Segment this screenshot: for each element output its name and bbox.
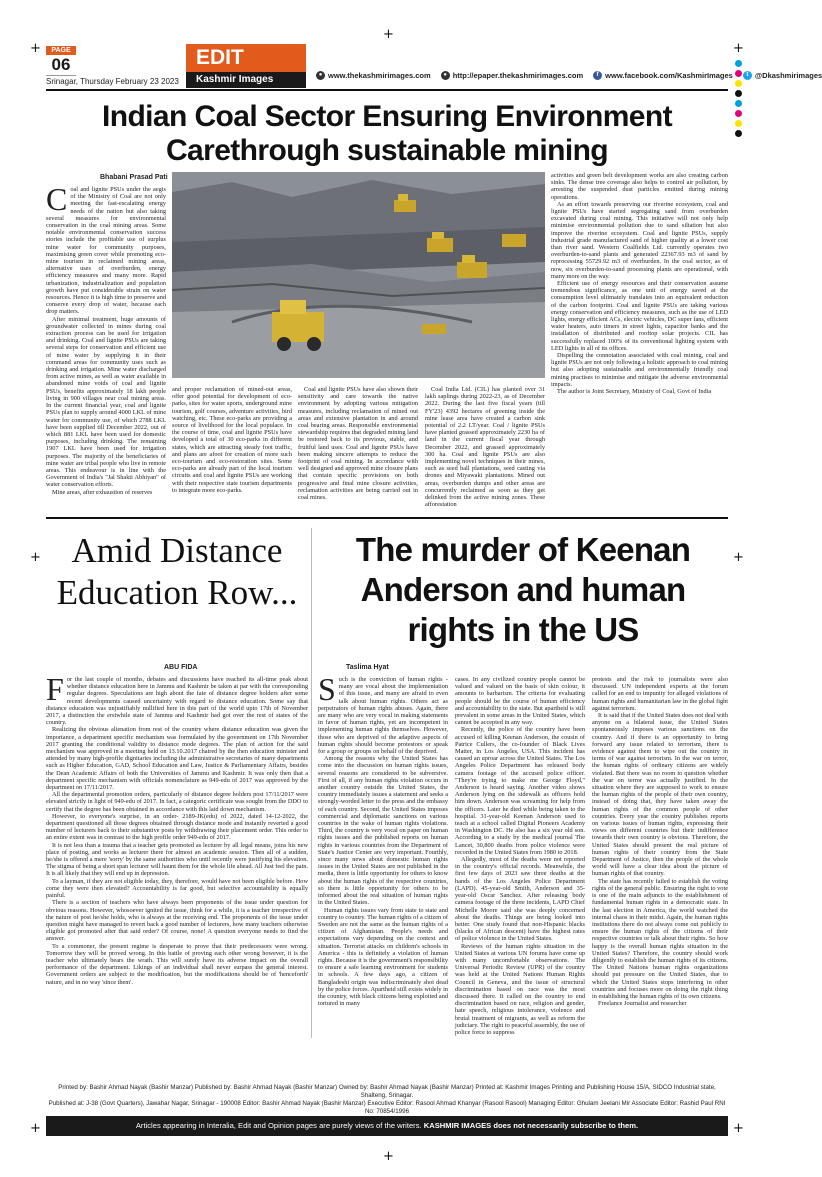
page-number: 06 [46,55,76,76]
globe-icon: ● [441,71,450,80]
twitter-icon: t [743,71,752,80]
page-label: PAGE [46,46,76,55]
facebook-icon: f [593,71,602,80]
section-title: EDIT [186,44,306,72]
coal-column-5: activities and green belt development works are also creating carbon sinks. The dense tree coverage also helps to control air pollution, by arresting the suspended dust particles emitted during mining operations. As an effort towards preserving our riverine ecosystem, coal and lignite PSUs have started segregating sand from overburden excavated during coal mining. This initiative will not only help minimise environmental pollution due to sand siltation but also improve the riverine ecosystem. Coal and lignite PSUs, supply industrial grade manufactured sand of higher quality at a lower cost than river sand. Western Coalfields Ltd. currently operates two overburden-to-sand plants and generated 22367.93 m3 of sand by reprocessing 55729.92 m3 of overburden. In the coal sector, as of now, six overburden-to-sand processing plants are operational, with many more on the way. Efficient use of energy resources and their conservation assume tremendous significance, as one unit of energy saved at the consumption level ultimately translates into an equivalent reduction of the carbon footprint. Coal and lignite PSUs are taking various energy conservation and efficiency measures, such as the use of LED lights, energy efficient ACs, electric vehicles, DC super fans, efficient water heaters, auto timers in street lights, capacitor banks and the installation of distributed and rooftop solar projects. CIL has successfully replaced 100% of its conventional lighting system with LED lights in all of its offices. Dispelling the connotation associated with coal mining, coal and lignite PSUs are not only following a holistic approach to coal mining but also adopting sustainable and environmentally friendly coal mining practises to minimise and mitigate the adverse environmental impacts. The author is Joint Secretary, Ministry of Coal, Govt of India [551,172,728,396]
registration-mark: + [733,41,744,56]
publication-name: Kashmir Images [186,72,306,88]
disclaimer-emphasis: KASHMIR IMAGES does not necessarily subscribe to them. [423,1121,639,1130]
coal-column-4: Coal India Ltd. (CIL) has planted over 31 lakh saplings during 2022-23, as of December 2022. During the last five fiscal years (till FY'23) 4392 hectares of greening inside the mine lease area have created a carbon sink potential of 2.2 LT/year. Coal / lignite PSUs have planted grassed approximately 2230 ha of land in the current fiscal year through December 2022, and grassed approximately 300 ha. Coal and lignite PSUs are also implementing novel techniques in their mines, such as seed ball plantations, seed casting via drones and Miyawaki plantations. Mined out areas, overburden dumps and other areas are concurrently reclaimed as soon as they get delinked from the active mining zones. These afforestation [425,386,545,509]
registration-mark: + [30,41,41,56]
color-calibration-strip [735,60,743,137]
distance-education-body: For the last couple of months, debates and discussions have reached its all-time peak about whether distance education here in Jammu and Kashmir be taken at par with the corresponding regular degrees. Speculations are high about the fate of distance degree holders after some recent developments caused uncertainty with regard to distance education. Some say that distance education was unjustifiably nullified here in this part of the world upto 17th of November 2017, a distinction the erstwhile state of Jammu and Kashmir had got over the rest of states of the country. Realizing the obvious alienation from rest of the country where distance education was given the importance, a department specific mechanism was formulated by the government on 17th November 2017 granting the conditional validity to distance mode degrees. The plan of action for the said mechanism was approved in a meeting held on 13.10.2017 chaired by the then education minister and attended by many high-profile dignitaries including the administrative secretaries of many departments such as Higher Education, GAD, School Education and Law, Justice & Parliamentary Affairs, besides the Dean Academic Affairs of both the Universities of Jammu and Kashmir. It was only then that a department specific mechanism with officials nomenclature as 949-edu of 2017 was approved by the department on 17/11/2017. All the departmental promotion orders, particularly of distance degree holders post 17/11/2017 were elevated strictly in light of 949-edu of 2017. In fact, a categoric certificate was sought from the DDO to certify that the degree has been obtained in accordance with this laid down mechanism. However, to everyone's surprise, in an order- 2189-JK(edu) of 2022, dated 14-12-2022, the department questioned all those degrees obtained through distance mode and instantly reverted a good number of lecturers back to their substantive posts by withdrawing their placement order. This order to an entire extent was in contrast to the high profile order 949-edu of 2017. It is not less than a trauma that a teacher gets promoted as lecturer by all legal means, joins his new place of posting, and works as lecturer there for almost an academic session. Then all of a sudden, he/she is offered a mere 'sorry' by the same authorities who until recently were justifying his elevation. The stigma of being a short span lecturer will haunt them for the whole life ahead. All Just feel the pain. It is all likely that they will end up in depression. To a layman, if they are not eligible today, they, therefore, would have not been eligible before. How come they were then elevated? Accountability is far good, but selective accountability is equally painful. There is a section of teachers who have always been proponents of the issue under question for obvious reasons. However, whosoever ignited the issue, think for a while, it is a teacher irrespective of the nature of post he/she holds, who is always at the receiving end. The proponents of the issue under question might have managed to revert back a good number of lecturers, how many teachers otherwise eligible got promoted after that said order? Of course, none! A question everyone needs to find the answer. To a commoner, the present regime is desperate to prove that their predecessors were wrong. Tomorrow they will be proved wrong. In this battle of proving each other wrong however, it is the teacher who ultimately bears the wrath. This will surely have its adverse impact on the overall performance of the department. Likings of an individual shall never surpass the general interest. Government orders are subject to the modification, but the modifications should be of 'henceforth' nature, and in no way 'since them'. [46,671,308,986]
anderson-column-1: Such is the conviction of human rights - many are vocal about the implementation of this issue, and many are afraid to even talk about human rights. Others act as perpetrators of human rights abuses. Again, there are many who are very vocal in making statements in favor of human rights, yet are incompetent in implementing human rights themselves. However, those who are deprived of the adaptive aspects of human rights should become protestors or speak for a group or groups on behalf of the deprived. Among the reasons why the United States has come into the discussion on human rights issues, several reasons are considered to be subversive. First of all, if any human rights violation occurs in another country outside the United States, the country immediately issues a statement and seeks a strongly-worded letter to the press and the embassy of each country. Second, the United States imposes commercial and diplomatic sanctions on various countries in the wake of human rights violations. Third, the country is very vocal on paper on human rights issues and the published reports on human rights in various countries from the Department of State's Justice Center are very important. Fourthly, since many news about domestic human rights issues in the United States are not published in the media, there is little opportunity for others to know about the human rights of the respective countries, so there is little opportunity for others to be informed about the real situation of human rights in the United States. Human rights issues vary from state to state and country to country. The human rights of a citizen of Sweden are not the same as the human rights of a citizen of Afghanistan. People's needs and expectations vary depending on the context and situation. Terrorist attacks on children's schools in America - this is definitely a violation of human rights. Because it is the government's responsibility to ensure a safe learning environment for students in schools. A few days ago, a citizen of Bangladeshi origin was indiscriminately shot dead by the police forces. Apartheid still exists widely in the country, with black citizens being exploited and tortured in many [318,671,448,1008]
masthead-links [316,71,822,80]
anderson-column-2: cases. In any civilized country people cannot be valued and valued on the basis of skin colour, it amounts to barbarism. The criteria for evaluating people should be the course of human efficiency and accountability to the state. But apartheid is still prevalent in some areas in the United States, which cannot be accepted in any way. Recently, the police of the country have been accused of killing Keenan Anderson, the cousin of Patrice Cullers, the co-founder of Black Lives Matter, in Los Angeles, USA. This incident has caused an uproar across the United States. The Los Angeles Police Department has released body camera footage of the accused police officer. "They're trying to make me George Floyd," Anderson is heard saying. Another video shows Anderson lying on the sidewalk as officers hold him down. Anderson was screaming for help from the officers. Later he died while being taken to the hospital. 31-year-old Keenan Anderson used to teach at a school called Digital Pioneers Academy in Washington DC. He also has a six year old son. According to a study by the medical journal The Lancet, 30,800 deaths from police violence were recorded in the United States from 1980 to 2018. Allegedly, most of the deaths were not reported in the country's official records. Meanwhile, the first few days of 2023 saw three deaths at the hands of the Los Angeles Police Department (LAPD). 45-year-old Smith, Anderson and 35-year-old Oscar Sanchez. After releasing body camera footage of the three incidents, LAPD Chief Michelle Moore said she was deeply concerned about the deaths. Things are being looked into better. One study found that non-Hispanic blacks (blacks of African descent) have the highest rates of police violence in the United States. Reviews of the human rights situation in the United States at various UN forums have come up with many uncomfortable observations. The Universal Periodic Review (UPR) of the country was held at the United Nations Human Rights Council in Geneva, and the issue of structural discrimination based on race was the most discussed there. It called on the country to end discrimination based on race, religion and gender, hate speech, religious intolerance, violence and brutal treatment of migrants, as well as reform the judiciary. The right to peaceful assembly, the use of police force to suppress [455,676,585,1036]
coal-column-1: Coal and lignite PSUs under the aegis of the Ministry of Coal are not only meeting the fast-escalating energy needs of the nation but also taking several measures for environmental conservation in the coal mining areas. Some notable environmental conservation success stories include the profitable use of surplus mine water for community purposes, maximising green cover while promoting eco-mine tourism in reclaimed mining areas, alternative uses of overburden, energy efficiency measures and many more. Rapid urbanization, industrialization and population growth have put considerable strain on water resources. Hence it is high time to preserve and conserve every drop of water, because each drop matters. After minimal treatment, huge amounts of groundwater collected in mines during coal extraction process can be used for irrigation and drinking. Coal and lignite PSUs are taking several steps for conservation and efficient use of mine water by supplying it in their command areas for community uses such as drinking and irrigation. Mine water discharged from active mines, as well as water available in abandoned mine voids of coal and lignite PSUs, benefits approximately 18 lakh people living in 900 villages near coal mining areas. In the current financial year, coal and lignite PSUs plan to supply around 4000 LKL of mine water for community use, of which 2788 LKL have been supplied till December 2022, out of which 881 LKL have been used for domestic purposes, including drinking. The remaining 1907 LKL have been used for irrigation purposes. The majority of the beneficiaries of mine water are tribal people who live in remote areas. This endeavour is in line with the Government of India's "Jal Shakti Abhiyan" of water conservation efforts. Mine areas, after exhaustion of reserves [46,181,166,496]
masthead-rule [46,89,728,91]
registration-mark: + [30,550,41,565]
facebook-link[interactable]: f www.facebook.com/KashmirImages [593,71,733,80]
dateline: Srinagar, Thursday February 23 2023 [46,77,179,86]
twitter-link[interactable]: t @Dkashmirimages [743,71,822,80]
imprint-line: Published at: J-38 (Govt Quarters), Jawahar Nagar, Srinagar - 190008 Editor: Bashir Ahmad Nayak (Bashir Manzar) Executive Editor: Rasool Ahmad Khanyar (Rasool Rasool) Managing Editor: Ghulam Jeelani Mir Associate Editor: Rashid Paul RNI No: 70854/1996 [48,1100,726,1115]
page-number-box [46,46,76,76]
article-headline-coal: Indian Coal Sector Ensuring Environment Carethrough sustainable mining [101,100,672,167]
column-divider [311,528,312,1038]
registration-mark: + [733,1121,744,1136]
byline-keenan-anderson: Taslima Hyat [346,664,389,671]
epaper-link[interactable]: ● http://epaper.thekashmirimages.com [441,71,583,80]
registration-mark: + [383,1149,394,1164]
globe-icon: ● [316,71,325,80]
article-headline-distance-education: Amid Distance Education Row... [56,531,298,612]
coal-column-3: Coal and lignite PSUs have also shown their sensitivity and care towards the native environment by adopting various mitigation measures, including reclamation of mined out areas and extensive plantation in and around coal bearing areas. Responsible environmental stewardship requires that degraded mining land be restored back to its previous, stable, and fruitful land uses. Coal and lignite PSUs have been making sincere attempts to reduce the footprint of coal mining. In accordance with well designed and approved mine closure plans that contain specific provisions on both progressive and final mine closure activities, reclamation activities are being carried out in coal mines. [298,386,418,502]
coal-mining-photo [172,172,545,378]
section-masthead [186,44,306,88]
article-headline-keenan-anderson: The murder of Keenan Anderson and human rights in the US [355,531,691,648]
coal-column-2: and proper reclamation of mined-out areas, offer good potential for development of eco-parks, sites for water sports, underground mine tourism, golf courses, adventure activities, bird watching, etc. These eco-parks are providing a source of livelihood for the local populace. In the course of time, coal and lignite PSUs have developed a total of 30 eco-parks in different states, which are attracting steady foot traffic, and plans are afoot for creation of more such eco-tourism and eco-restoration sites. Some eco-parks are already part of the local tourism circuits and coal and lignite PSUs are working with their respective state tourism departments to integrate more eco-parks. [172,386,292,494]
anderson-column-3: protests and the risk to journalists were also discussed. UN independent experts at the forum called for an end to impunity for alleged violations of human rights and humanitarian law in the global fight against terrorism. It is said that if the United States does not deal with anyone on a bilateral issue, the United States spontaneously imposes various sanctions on the country. And if there is an opportunity to bring forward any issue related to terrorism, there is evidence against them to wipe out the country in terms of war against terrorism. In the war on terror, the human rights of ordinary citizens are widely violated. But there was no room to question whether the war on terror was actually justified. In the situation where they are supposed to work to ensure the human rights of the people of their own country, instead of doing that, they have taken away the human rights of the common people of other countries. Every year the country publishes reports on various issues of human rights, expressing their views on different countries but their indifference towards their own country is obvious. Therefore, the United States should present the real picture of human rights of their country from the State Department of Justice, then the people of the whole world will have a clear idea about the picture of human rights of that country. The state has recently failed to establish the voting rights of the general public. Ensuring the right to vote is one of the main adjuncts to the establishment of fundamental human rights in a democratic state. In the last election in America, the world watched the internal chaos in their midst. Again, the human rights institutions there do not always come out publicly to ensure the human rights of the citizens of their respective countries or talk about their rights. So how happy is the overall human rights situation in the United States? Therefore, the country should work diligently to establish the human rights of its citizens. The United Nations human rights organizations should put pressure on the United States, due to which the United States stops interfering in other countries and focuses more on doing the right thing in establishing the human rights of its own citizens. Freelance Journalist and researcher [592,676,728,1008]
section-divider [46,517,728,519]
byline-coal: Bhabani Prasad Pati [100,174,168,181]
byline-distance-education: ABU FIDA [164,664,198,671]
registration-mark: + [30,1121,41,1136]
imprint-line: Printed by: Bashir Ahmad Nayak (Bashir Manzar) Published by: Bashir Ahmad Nayak (Bashir Manzar) Owned by: Bashir Ahmad Nayak (Bashir Manzar) Printed at: Kashmir Images Printing and Publishing House 15/A, SIDCO Industrial state, Shalteng, Srinagar. [58,1084,716,1099]
registration-mark: + [733,550,744,565]
disclaimer-text: Articles appearing in Interalia, Edit and Opinion pages are purely views of the writers. [135,1121,422,1130]
registration-mark: + [383,27,394,42]
website-link[interactable]: ● www.thekashmirimages.com [316,71,431,80]
disclaimer-bar [46,1116,728,1136]
